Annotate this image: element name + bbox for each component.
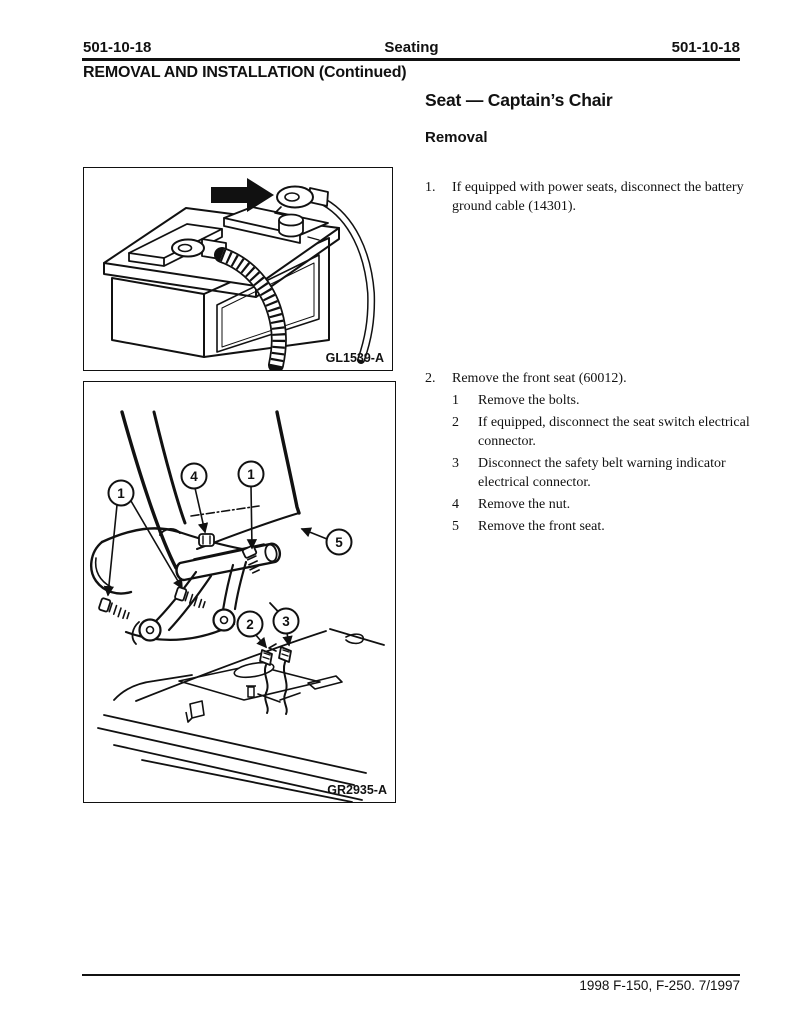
figure-battery-illustration [83, 167, 393, 371]
battery-front-face [112, 278, 204, 357]
substep-1-number: 1 [452, 393, 459, 408]
footer-publication-info: 1998 F-150, F-250. 7/1997 [579, 978, 740, 993]
step-2-number: 2. [425, 371, 436, 386]
smooth-cable [324, 202, 371, 360]
callout-5-number: 5 [335, 535, 343, 550]
substep-2-number: 2 [452, 415, 459, 430]
article-subheading: Removal [425, 129, 488, 146]
substep-3-number: 3 [452, 456, 459, 471]
header-section-number-right: 501-10-18 [671, 39, 740, 56]
mounting-bolt-left [98, 598, 131, 620]
procedure-column [425, 90, 755, 536]
substep-5-number: 5 [452, 519, 459, 534]
substep-5-text: Remove the front seat. [478, 519, 605, 534]
step-1-text: If equipped with power seats, disconnect the battery ground cable (14301). [452, 180, 744, 214]
left-terminal-hole [179, 245, 192, 252]
step-1 [425, 178, 755, 216]
pan-bracket-left [186, 701, 204, 722]
substep-3 [452, 454, 755, 492]
substep-1-text: Remove the bolts. [478, 393, 580, 408]
terminal-post-top [279, 215, 303, 226]
pan-bracket-right [308, 676, 342, 689]
direction-arrow-icon [211, 178, 274, 212]
ground-cable-clamp [275, 187, 328, 216]
figure-seat-illustration [83, 381, 396, 803]
substep-4-text: Remove the nut. [478, 497, 571, 512]
footer-rule [82, 974, 740, 976]
header-rule [82, 58, 740, 61]
substep-2 [452, 413, 755, 451]
substep-4-number: 4 [452, 497, 459, 512]
battery-line-art [84, 168, 392, 370]
seat-line-art [84, 382, 395, 802]
substep-3-text: Disconnect the safety belt warning indicator electrical connector. [478, 456, 726, 490]
step-2-text: Remove the front seat (60012). [452, 371, 627, 386]
figure-2-label: GR2935-A [327, 783, 387, 797]
step-1-number: 1. [425, 180, 436, 195]
substep-2-text: If equipped, disconnect the seat switch electrical connector. [478, 415, 750, 449]
spacer [425, 216, 755, 369]
procedure-steps [425, 178, 755, 536]
header-chapter-title: Seating [384, 39, 439, 56]
header-section-number-left: 501-10-18 [83, 39, 152, 56]
figure-1-label: GL1539-A [325, 351, 384, 365]
step-2 [425, 369, 755, 388]
electrical-connectors [258, 644, 300, 714]
step-2-substeps [452, 391, 755, 536]
section-heading: REMOVAL AND INSTALLATION (Continued) [83, 64, 407, 81]
callout-4-number: 4 [190, 469, 198, 484]
floor-stud [246, 686, 256, 697]
callout-1-right-number: 1 [247, 467, 255, 482]
page-header [83, 39, 740, 57]
article-title: Seat — Captain’s Chair [425, 90, 613, 110]
callout-1-left-number: 1 [117, 486, 125, 501]
substep-1 [452, 391, 755, 410]
callout-3-number: 3 [282, 614, 290, 629]
substep-4 [452, 495, 755, 514]
mounting-nut [199, 534, 214, 546]
callout-2-number: 2 [246, 617, 254, 632]
substep-5 [452, 517, 755, 536]
